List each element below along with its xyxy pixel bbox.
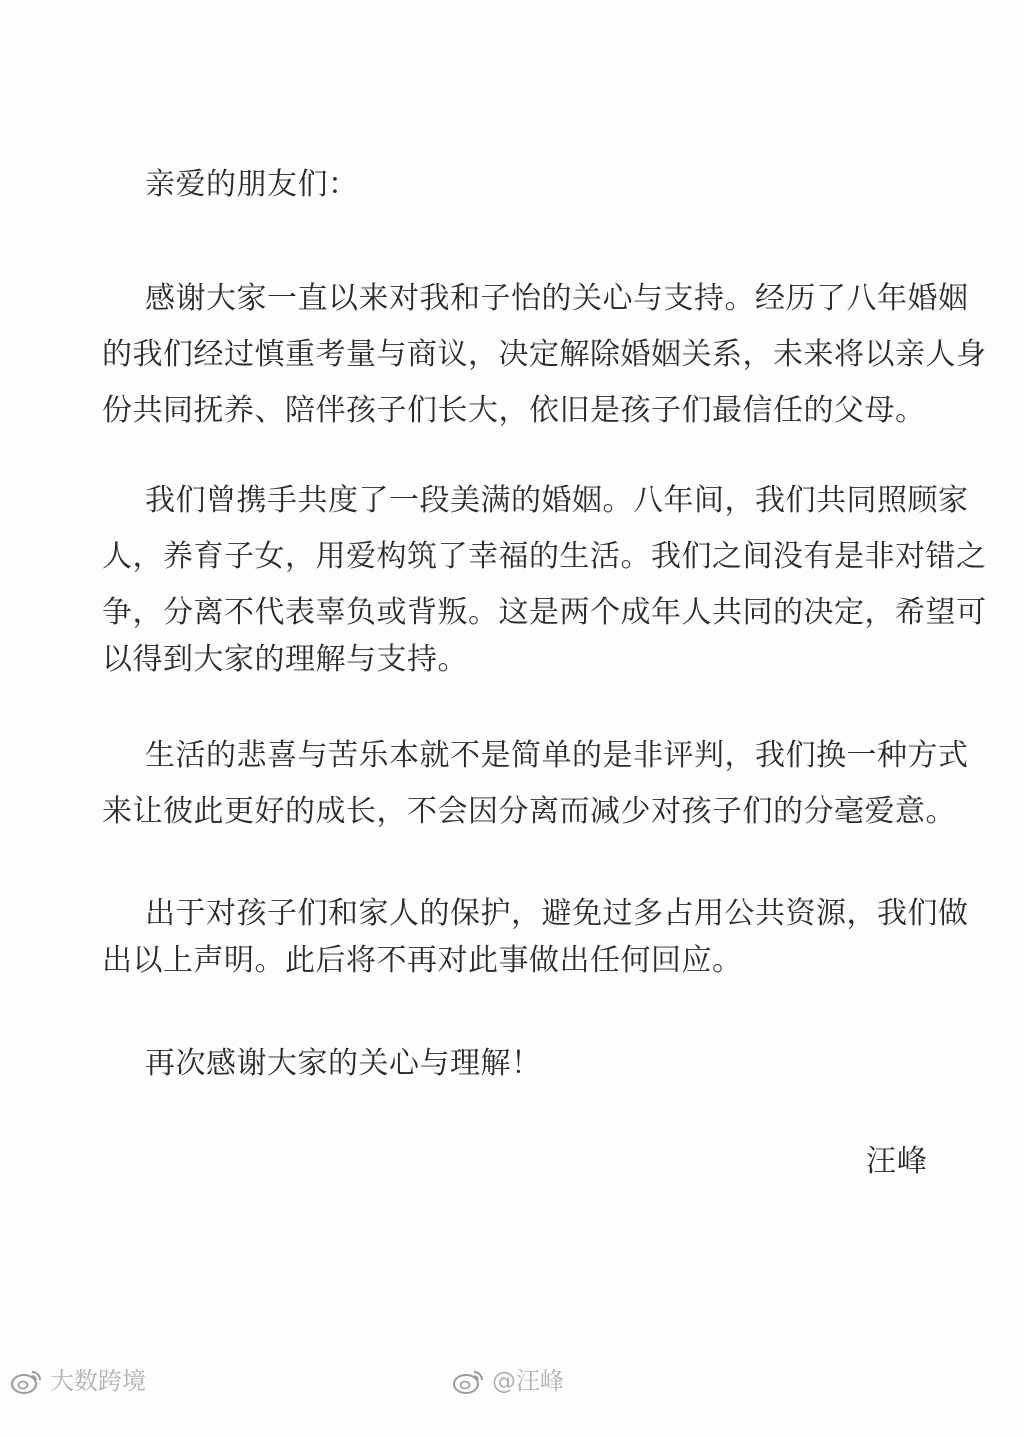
paragraph-2-line-2: 人，养育子女，用爱构筑了幸福的生活。我们之间没有是非对错之: [102, 539, 987, 574]
paragraph-3-line-2: 来让彼此更好的成长，不会因分离而减少对孩子们的分毫爱意。: [102, 794, 956, 829]
letter-salutation: 亲爱的朋友们：: [145, 167, 359, 202]
paragraph-1-line-1: 感谢大家一直以来对我和子怡的关心与支持。经历了八年婚姻: [145, 281, 969, 316]
paragraph-1-line-3: 份共同抚养、陪伴孩子们长大，依旧是孩子们最信任的父母。: [102, 393, 926, 428]
paragraph-4-line-1: 出于对孩子们和家人的保护，避免过多占用公共资源，我们做: [145, 896, 969, 931]
paragraph-1-line-2: 的我们经过慎重考量与商议，决定解除婚姻关系，未来将以亲人身: [102, 337, 987, 372]
weibo-logo-icon: [452, 1367, 486, 1395]
paragraph-5-line-1: 再次感谢大家的关心与理解！: [145, 1046, 542, 1081]
paragraph-2-line-3: 争，分离不代表辜负或背叛。这是两个成年人共同的决定，希望可: [102, 595, 987, 630]
watermark-center: [452, 1366, 564, 1396]
paragraph-4-line-2: 出以上声明。此后将不再对此事做出任何回应。: [102, 943, 743, 978]
watermark-left-text: 大数跨境: [50, 1367, 146, 1395]
paragraph-2-line-1: 我们曾携手共度了一段美满的婚姻。八年间，我们共同照顾家: [145, 483, 969, 518]
watermark-left: [10, 1366, 146, 1396]
weibo-logo-icon: [10, 1367, 44, 1395]
signature: 汪峰: [866, 1144, 928, 1179]
paragraph-3-line-1: 生活的悲喜与苦乐本就不是简单的是非评判，我们换一种方式: [145, 738, 969, 773]
paragraph-2-line-4: 以得到大家的理解与支持。: [102, 642, 468, 677]
watermark-center-text: @汪峰: [492, 1367, 564, 1395]
